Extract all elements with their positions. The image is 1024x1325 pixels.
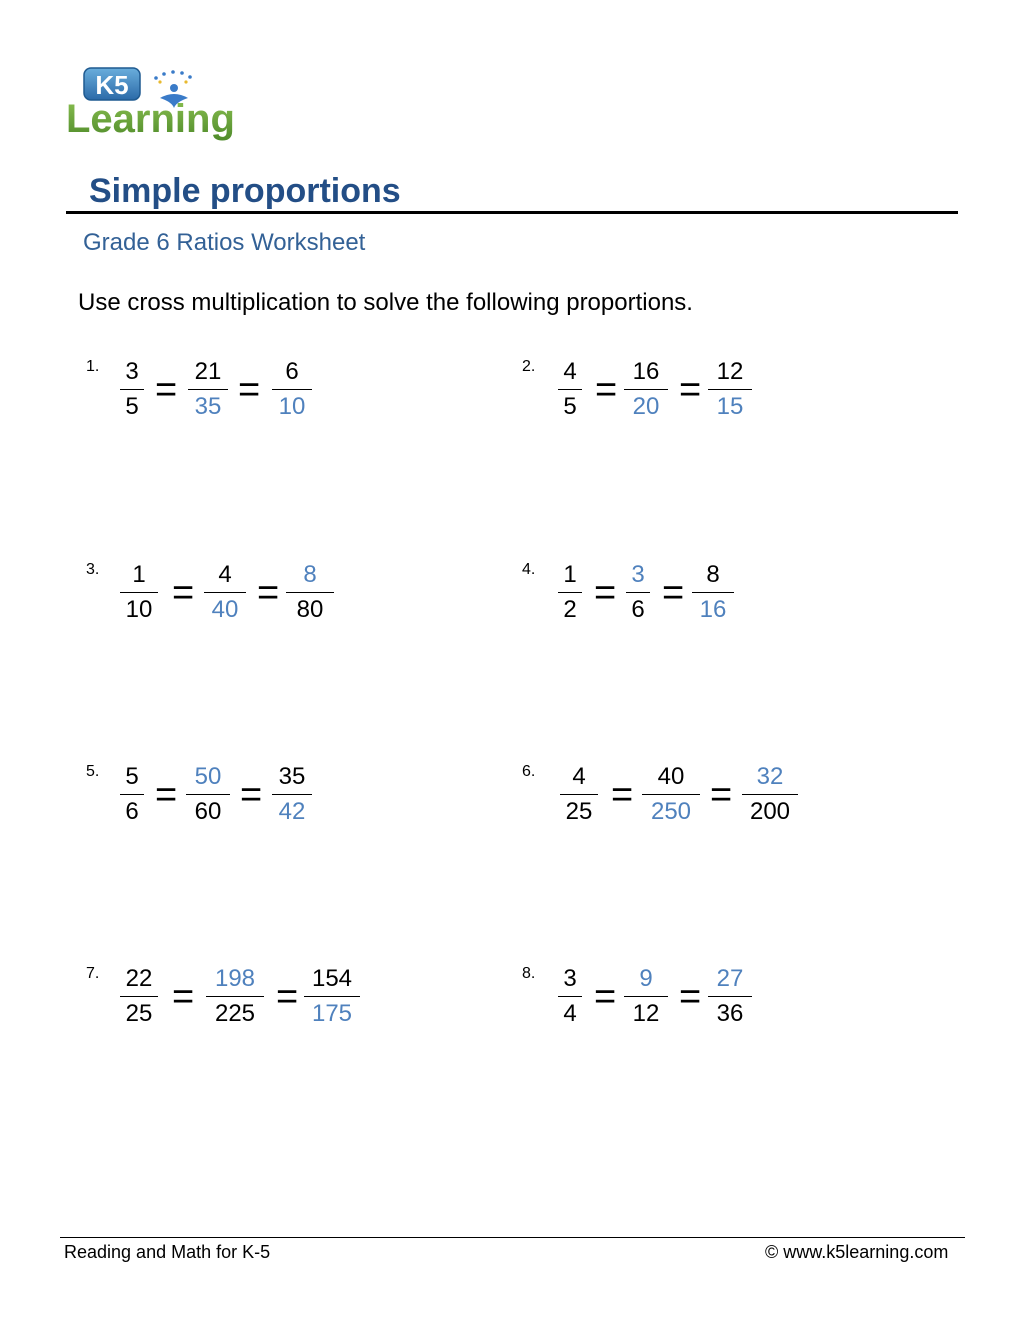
fraction-bar <box>272 794 312 795</box>
fraction-bar <box>286 592 334 593</box>
fraction-bar <box>708 996 752 997</box>
denominator: 200 <box>749 798 791 825</box>
numerator: 6 <box>285 358 299 385</box>
problem-number: 1. <box>86 358 100 375</box>
fraction <box>186 763 230 827</box>
page-subtitle: Grade 6 Ratios Worksheet <box>83 229 366 256</box>
numerator: 3 <box>563 965 577 992</box>
fraction-bar <box>272 389 312 390</box>
equals-sign: = <box>710 774 733 816</box>
answer-denominator: 10 <box>278 393 306 420</box>
answer-denominator: 175 <box>311 1000 353 1027</box>
equals-sign: = <box>595 369 618 411</box>
fraction-bar <box>206 996 264 997</box>
fraction <box>120 763 144 827</box>
answer-numerator: 8 <box>303 561 317 588</box>
fraction-bar <box>708 389 752 390</box>
problem-number: 8. <box>522 965 536 982</box>
logo-badge-text: K5 <box>95 70 129 100</box>
answer-numerator: 27 <box>716 965 744 992</box>
answer-denominator: 250 <box>650 798 692 825</box>
denominator: 36 <box>716 1000 744 1027</box>
denominator: 5 <box>563 393 577 420</box>
numerator: 16 <box>632 358 660 385</box>
denominator: 2 <box>563 596 577 623</box>
numerator: 4 <box>218 561 232 588</box>
equals-sign: = <box>257 572 280 614</box>
answer-denominator: 40 <box>211 596 239 623</box>
fraction-bar <box>742 794 798 795</box>
fraction-bar <box>188 389 228 390</box>
footer-copyright: © www.k5learning.com <box>765 1242 949 1262</box>
numerator: 1 <box>132 561 146 588</box>
fraction-bar <box>558 389 582 390</box>
answer-numerator: 198 <box>214 965 256 992</box>
numerator: 3 <box>125 358 139 385</box>
fraction <box>188 358 228 422</box>
k5-learning-logo <box>64 62 250 146</box>
answer-denominator: 42 <box>278 798 306 825</box>
fraction-bar <box>624 996 668 997</box>
answer-numerator: 50 <box>194 763 222 790</box>
answer-denominator: 15 <box>716 393 744 420</box>
fraction-bar <box>624 389 668 390</box>
title-divider <box>66 211 958 214</box>
fraction <box>120 965 158 1029</box>
equals-sign: = <box>276 976 299 1018</box>
logo-graphic <box>64 62 250 146</box>
answer-numerator: 9 <box>639 965 653 992</box>
answer-numerator: 32 <box>756 763 784 790</box>
fraction <box>206 965 264 1029</box>
fraction-bar <box>558 592 582 593</box>
denominator: 225 <box>214 1000 256 1027</box>
numerator: 8 <box>706 561 720 588</box>
numerator: 4 <box>572 763 586 790</box>
numerator: 1 <box>563 561 577 588</box>
denominator: 10 <box>125 596 153 623</box>
answer-numerator: 3 <box>631 561 645 588</box>
fraction-bar <box>642 794 700 795</box>
fraction <box>558 965 582 1029</box>
page-title: Simple proportions <box>89 172 401 210</box>
numerator: 22 <box>125 965 153 992</box>
fraction <box>120 561 158 625</box>
equals-sign: = <box>594 976 617 1018</box>
equals-sign: = <box>662 572 685 614</box>
denominator: 12 <box>632 1000 660 1027</box>
equals-sign: = <box>172 976 195 1018</box>
fraction <box>642 763 700 827</box>
fraction-bar <box>120 389 144 390</box>
fraction <box>272 763 312 827</box>
fraction <box>708 965 752 1029</box>
fraction-bar <box>692 592 734 593</box>
fraction-bar <box>558 996 582 997</box>
equals-sign: = <box>679 369 702 411</box>
equals-sign: = <box>611 774 634 816</box>
equals-sign: = <box>594 572 617 614</box>
fraction <box>204 561 246 625</box>
numerator: 5 <box>125 763 139 790</box>
numerator: 12 <box>716 358 744 385</box>
fraction <box>624 965 668 1029</box>
fraction <box>272 358 312 422</box>
footer-tagline: Reading and Math for K-5 <box>64 1242 271 1262</box>
equals-sign: = <box>240 774 263 816</box>
fraction-bar <box>204 592 246 593</box>
numerator: 4 <box>563 358 577 385</box>
denominator: 5 <box>125 393 139 420</box>
fraction-bar <box>120 592 158 593</box>
denominator: 60 <box>194 798 222 825</box>
answer-denominator: 20 <box>632 393 660 420</box>
numerator: 40 <box>657 763 685 790</box>
fraction-bar <box>560 794 598 795</box>
denominator: 25 <box>125 1000 153 1027</box>
fraction <box>560 763 598 827</box>
equals-sign: = <box>238 369 261 411</box>
fraction <box>624 358 668 422</box>
fraction <box>708 358 752 422</box>
numerator: 21 <box>194 358 222 385</box>
numerator: 35 <box>278 763 306 790</box>
fraction-bar <box>186 794 230 795</box>
fraction <box>558 358 582 422</box>
denominator: 6 <box>125 798 139 825</box>
denominator: 4 <box>563 1000 577 1027</box>
equals-sign: = <box>155 369 178 411</box>
fraction <box>692 561 734 625</box>
equals-sign: = <box>155 774 178 816</box>
problem-number: 7. <box>86 965 100 982</box>
fraction <box>558 561 582 625</box>
fraction <box>286 561 334 625</box>
problem-number: 2. <box>522 358 536 375</box>
instructions: Use cross multiplication to solve the following proportions. <box>78 289 693 316</box>
logo-word-text: Learning <box>66 97 235 141</box>
equals-sign: = <box>679 976 702 1018</box>
fraction-bar <box>304 996 360 997</box>
fraction <box>742 763 798 827</box>
numerator: 154 <box>311 965 353 992</box>
footer-divider <box>60 1237 965 1238</box>
problem-number: 6. <box>522 763 536 780</box>
answer-denominator: 16 <box>699 596 727 623</box>
problem-number: 4. <box>522 561 536 578</box>
problem-number: 3. <box>86 561 100 578</box>
denominator: 6 <box>631 596 645 623</box>
answer-denominator: 35 <box>194 393 222 420</box>
denominator: 25 <box>565 798 593 825</box>
fraction <box>120 358 144 422</box>
equals-sign: = <box>172 572 195 614</box>
problem-number: 5. <box>86 763 100 780</box>
fraction-bar <box>626 592 650 593</box>
fraction-bar <box>120 794 144 795</box>
fraction-bar <box>120 996 158 997</box>
fraction <box>304 965 360 1029</box>
denominator: 80 <box>296 596 324 623</box>
fraction <box>626 561 650 625</box>
